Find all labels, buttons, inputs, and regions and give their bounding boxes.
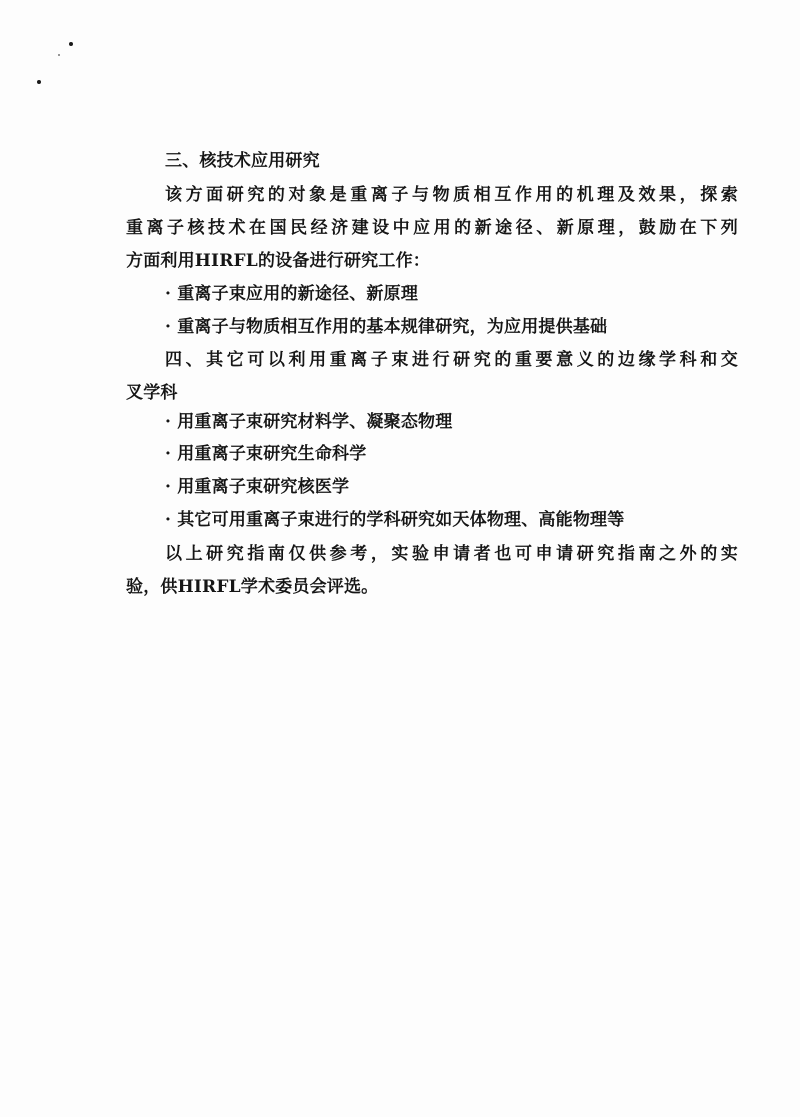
section3-paragraph-line: 重离子核技术在国民经济建设中应用的新途径、新原理，鼓励在下列 <box>126 218 738 238</box>
section3-paragraph-line: 方面利用HIRFL的设备进行研究工作： <box>126 251 430 271</box>
section3-bullet: · 重离子束应用的新途径、新原理 <box>165 284 419 304</box>
scan-speck <box>37 80 41 84</box>
section3-bullet: · 重离子与物质相互作用的基本规律研究，为应用提供基础 <box>165 317 608 337</box>
section4-bullet: · 用重离子束研究生命科学 <box>165 444 367 464</box>
scan-speck <box>58 54 60 56</box>
section4-bullet: · 用重离子束研究材料学、凝聚态物理 <box>165 412 453 432</box>
section3-heading: 三、核技术应用研究 <box>165 151 320 171</box>
section4-heading-line: 四、其它可以利用重离子束进行研究的重要意义的边缘学科和交 <box>165 350 738 370</box>
section3-paragraph-line: 该方面研究的对象是重离子与物质相互作用的机理及效果，探索 <box>165 185 738 205</box>
scan-speck <box>69 42 73 46</box>
section4-heading-line: 叉学科 <box>126 383 178 403</box>
section4-bullet: · 其它可用重离子束进行的学科研究如天体物理、高能物理等 <box>165 510 625 530</box>
section4-bullet: · 用重离子束研究核医学 <box>165 477 350 497</box>
closing-line: 验，供HIRFL学术委员会评选。 <box>126 577 379 597</box>
closing-line: 以上研究指南仅供参考，实验申请者也可申请研究指南之外的实 <box>165 544 738 564</box>
